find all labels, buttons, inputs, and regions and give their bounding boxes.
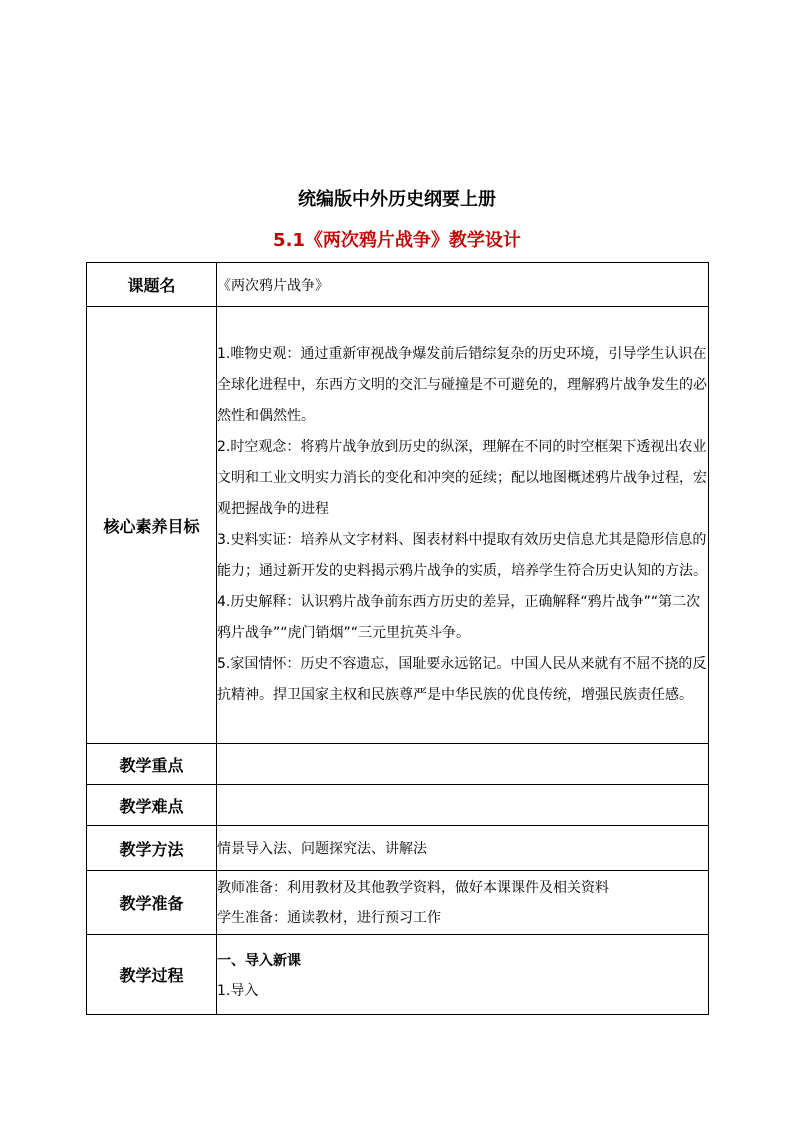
preparation-label: 教学准备: [87, 871, 217, 935]
difficulty-value: [217, 785, 709, 826]
process-item: 1.导入: [217, 982, 259, 999]
table-row-preparation: [87, 871, 709, 935]
preparation-list: [217, 873, 708, 933]
table-row-goals: [87, 307, 709, 744]
goal-item-materialism: 1.唯物史观：通过重新审视战争爆发前后错综复杂的历史环境，引导学生认识在全球化进程中，东西方文明的交汇与碰撞是不可避免的，理解鸦片战争发生的必然性和偶然性。: [217, 346, 707, 424]
method-label: 教学方法: [87, 826, 217, 871]
goal-item-space-time: 2.时空观念：将鸦片战争放到历史的纵深，理解在不同的时空框架下透视出农业文明和工业文明实力消长的变化和冲突的延续；配以地图概述鸦片战争过程，宏观把握战争的进程: [217, 439, 707, 517]
preparation-cell: [217, 871, 709, 935]
document-subtitle: 5.1《两次鸦片战争》教学设计: [273, 230, 521, 251]
goal-item-interpretation: 4.历史解释：认识鸦片战争前东西方历史的差异，正确解释“鸦片战争”“第二次鸦片战争”“虎门销烟”“三元里抗英斗争。: [217, 594, 701, 641]
goals-label: 核心素养目标: [87, 307, 217, 744]
topic-value: 《两次鸦片战争》: [217, 263, 709, 307]
goals-cell: [217, 307, 709, 744]
process-label: 教学过程: [87, 935, 217, 1015]
focus-label: 教学重点: [87, 744, 217, 785]
goal-item-evidence: 3.史料实证：培养从文字材料、图表材料中提取有效历史信息尤其是隐形信息的能力；通过新开发的史料揭示鸦片战争的实质，培养学生符合历史认知的方法。: [217, 532, 707, 579]
process-heading: 一、导入新课: [217, 952, 301, 969]
preparation-teacher: 教师准备：利用教材及其他教学资料，做好本课课件及相关资料: [217, 879, 609, 896]
difficulty-label: 教学难点: [87, 785, 217, 826]
table-row-difficulty: [87, 785, 709, 826]
method-value: 情景导入法、问题探究法、讲解法: [217, 826, 709, 871]
focus-value: [217, 744, 709, 785]
topic-label: 课题名: [87, 263, 217, 307]
lesson-plan-table: [86, 262, 709, 1015]
goal-item-patriotism: 5.家国情怀：历史不容遗忘，国耻要永远铭记。中国人民从来就有不屈不挠的反抗精神。捍卫国家主权和民族尊严是中华民族的优良传统，增强民族责任感。: [217, 656, 707, 703]
document-title: 统编版中外历史纲要上册: [298, 189, 496, 210]
table-row-topic: [87, 263, 709, 307]
table-row-process: [87, 935, 709, 1015]
table-row-method: [87, 826, 709, 871]
goals-list: [217, 339, 708, 711]
table-row-focus: [87, 744, 709, 785]
preparation-student: 学生准备：通读教材，进行预习工作: [217, 909, 441, 926]
process-cell: [217, 935, 709, 1015]
